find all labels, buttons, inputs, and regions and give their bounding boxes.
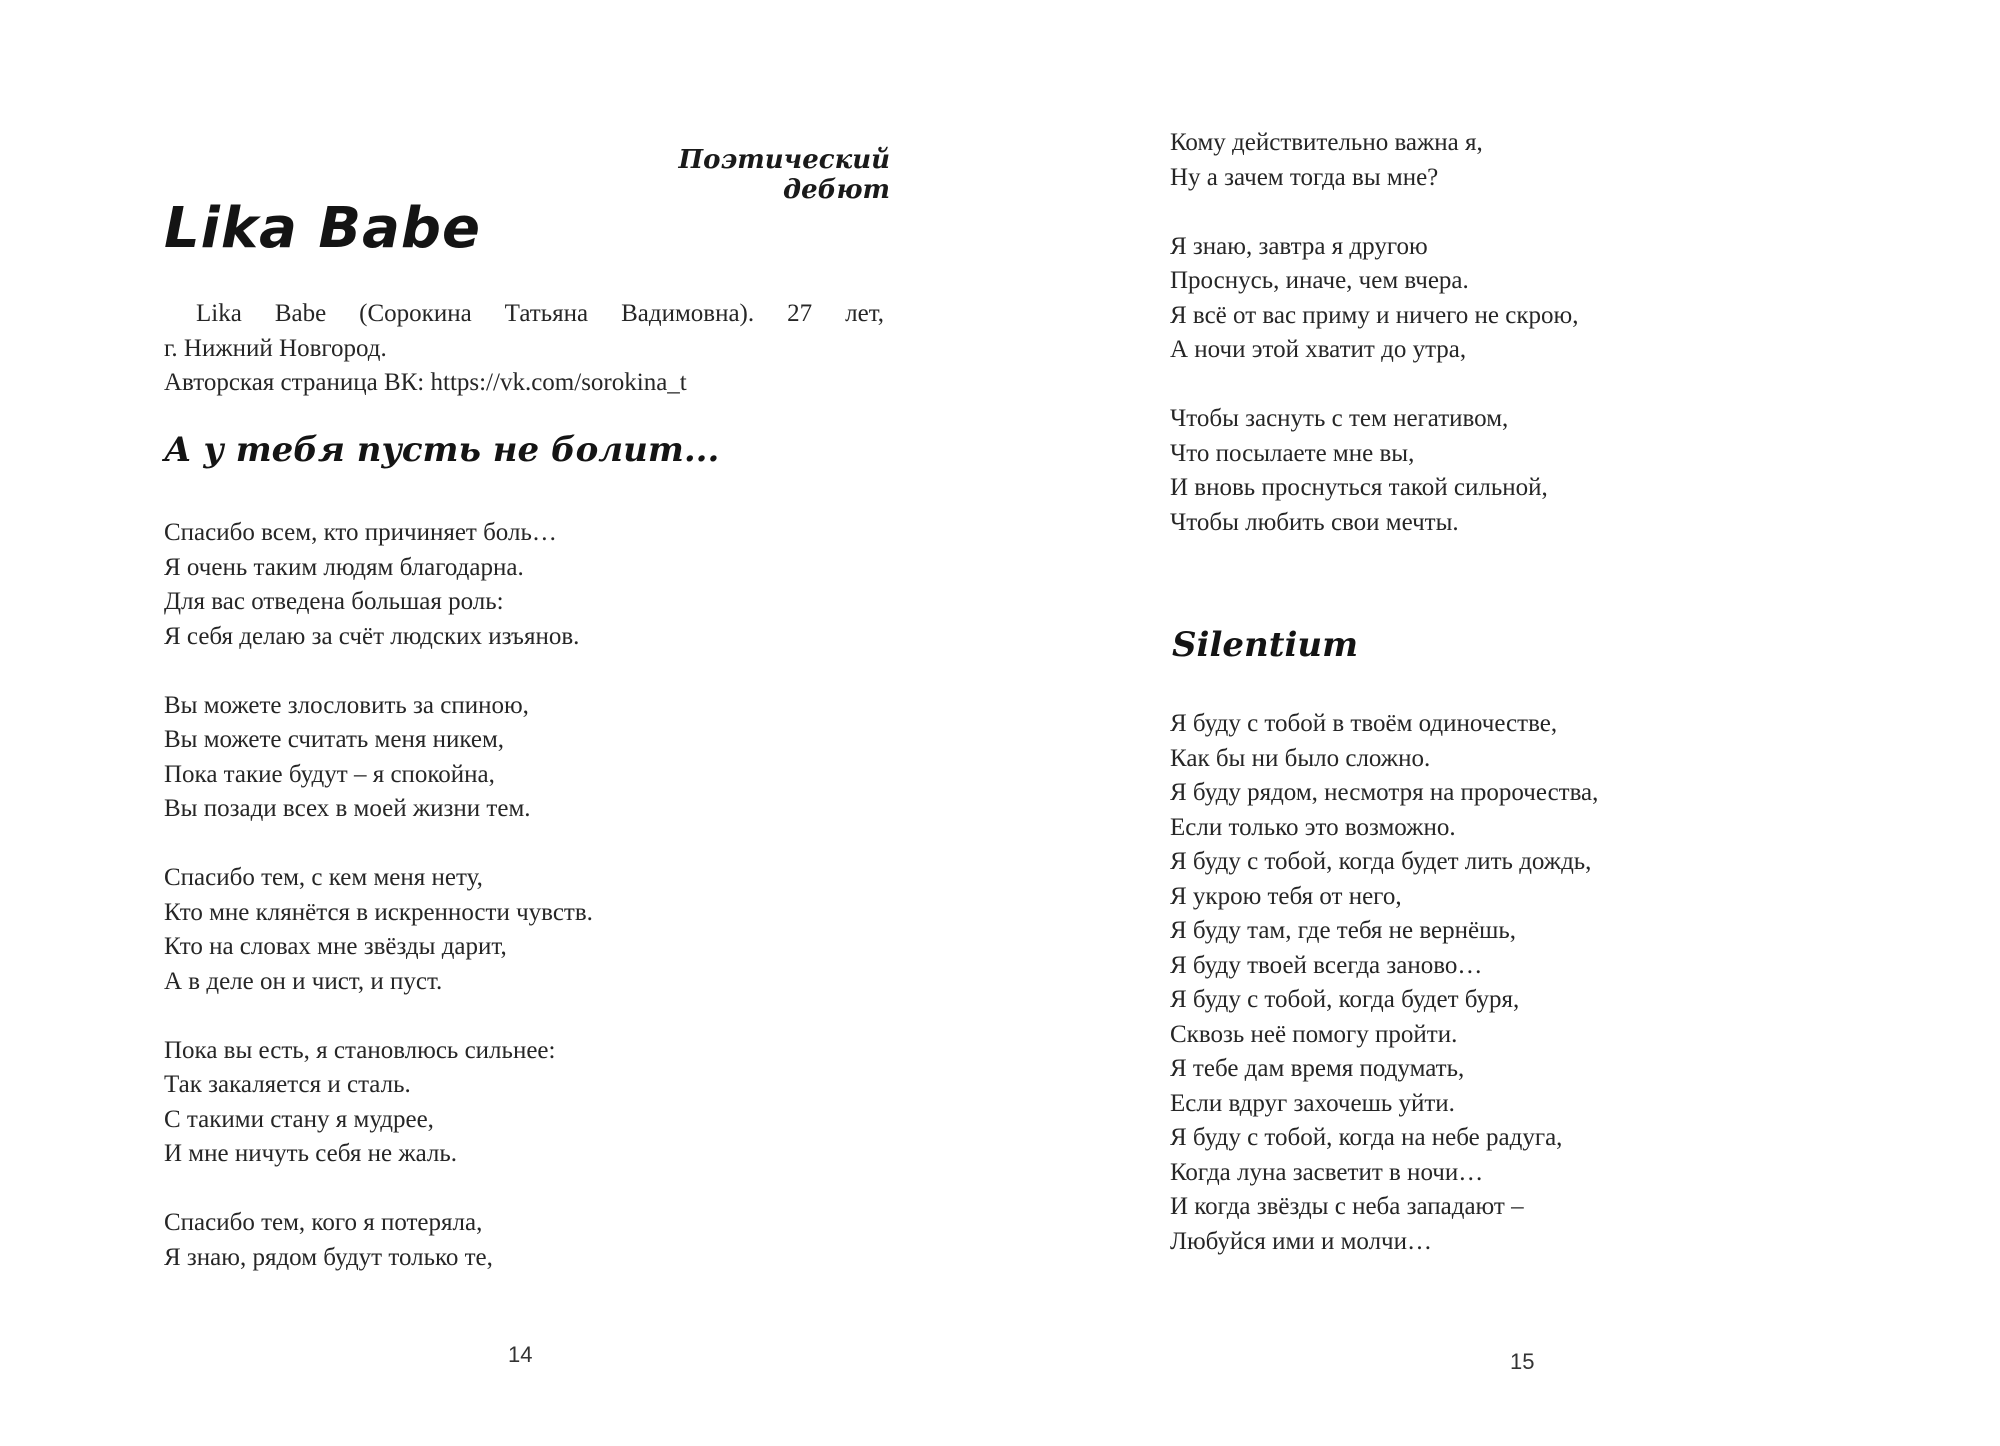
poem-line: Чтобы заснуть с тем негативом, xyxy=(1170,405,1509,432)
poem-line: Так закаляется и сталь. xyxy=(164,1071,411,1098)
author-name: Lika Babe xyxy=(164,196,481,261)
stanza xyxy=(164,1034,593,1172)
poem-line: Я укрою тебя от него, xyxy=(1170,882,1402,910)
right-page xyxy=(1000,0,2000,1446)
poem-body-continued xyxy=(1170,126,1578,575)
poem-line: Когда луна засветит в ночи… xyxy=(1170,1158,1484,1186)
poem-line: Я очень таким людям благодарна. xyxy=(164,553,524,581)
stanza xyxy=(1170,230,1578,368)
poem-title: Silentium xyxy=(1172,625,1359,665)
stanza xyxy=(1170,402,1578,540)
poem-line: Я знаю, завтра я другою xyxy=(1170,232,1428,260)
poem-line: Спасибо всем, кто причиняет боль… xyxy=(164,519,557,546)
poem-line: Вы можете злословить за спиною, xyxy=(164,691,529,719)
poem-line: Кому действительно важна я, xyxy=(1170,129,1483,156)
stanza xyxy=(164,1206,593,1275)
poem-line: Как бы ни было сложно. xyxy=(1170,744,1431,772)
poem-body xyxy=(164,516,593,1310)
bio-link[interactable]: Авторская страница ВК: https://vk.com/sorokina_t xyxy=(164,369,687,396)
bio-line: г. Нижний Новгород. xyxy=(164,334,387,362)
poem-title: А у тебя пусть не болит... xyxy=(164,430,720,470)
poem-line: Проснусь, иначе, чем вчера. xyxy=(1170,267,1469,294)
poem-line: Я всё от вас приму и ничего не скрою, xyxy=(1170,301,1579,329)
poem-line: Я буду с тобой, когда будет лить дождь, xyxy=(1170,848,1592,875)
poem-line: Я буду рядом, несмотря на пророчества, xyxy=(1170,779,1599,806)
author-bio xyxy=(164,297,884,401)
poem-line: Пока такие будут – я спокойна, xyxy=(164,760,495,788)
poem-line: А ночи этой хватит до утра, xyxy=(1170,336,1467,363)
poem-line: А в деле он и чист, и пуст. xyxy=(164,967,443,995)
poem-line: Я буду с тобой, когда на небе радуга, xyxy=(1170,1124,1563,1151)
poem-line: Для вас отведена большая роль: xyxy=(164,588,504,615)
poem-line: Я тебе дам время подумать, xyxy=(1170,1055,1465,1082)
poem-line: И когда звёзды с неба западают – xyxy=(1170,1193,1524,1220)
poem-line: Я себя делаю за счёт людских изъянов. xyxy=(164,622,580,650)
poem-body xyxy=(1170,707,1598,1259)
poem-line: Кто мне клянётся в искренности чувств. xyxy=(164,898,593,926)
poem-line: И вновь проснуться такой сильной, xyxy=(1170,474,1548,501)
poem-line: Любуйся ими и молчи… xyxy=(1170,1227,1432,1255)
poem-line: Что посылаете мне вы, xyxy=(1170,439,1415,467)
stanza xyxy=(164,516,593,654)
poem-line: Если вдруг захочешь уйти. xyxy=(1170,1089,1455,1117)
poem-line: Спасибо тем, кого я потеряла, xyxy=(164,1209,483,1236)
poem-line: Вы можете считать меня никем, xyxy=(164,726,505,753)
poem-line: Я буду твоей всегда заново… xyxy=(1170,951,1483,979)
page-number: 15 xyxy=(1510,1349,1535,1374)
poem-line: С такими стану я мудрее, xyxy=(164,1105,434,1133)
poem-line: И мне ничуть себя не жаль. xyxy=(164,1140,458,1167)
poem-line: Я знаю, рядом будут только те, xyxy=(164,1243,493,1271)
poem-line: Спасибо тем, с кем меня нету, xyxy=(164,864,483,891)
poem-line: Сквозь неё помогу пройти. xyxy=(1170,1020,1458,1048)
poem-line: Чтобы любить свои мечты. xyxy=(1170,508,1459,536)
page-number: 14 xyxy=(508,1342,533,1367)
bio-line: Lika Babe (Сорокина Татьяна Вадимовна). 27 лет, xyxy=(196,300,884,327)
poem-line: Я буду с тобой в твоём одиночестве, xyxy=(1170,710,1558,737)
poem-line: Кто на словах мне звёзды дарит, xyxy=(164,933,507,960)
poem-line: Я буду там, где тебя не вернёшь, xyxy=(1170,917,1517,944)
stanza xyxy=(1170,126,1578,195)
poem-line: Я буду с тобой, когда будет буря, xyxy=(1170,986,1520,1013)
stanza xyxy=(164,689,593,827)
stanza xyxy=(164,861,593,999)
poem-line: Ну а зачем тогда вы мне? xyxy=(1170,163,1439,191)
poem-line: Пока вы есть, я становлюсь сильнее: xyxy=(164,1036,556,1064)
poem-line: Вы позади всех в моей жизни тем. xyxy=(164,795,531,822)
poem-line: Если только это возможно. xyxy=(1170,813,1456,841)
section-label: Поэтический дебют xyxy=(678,145,890,205)
